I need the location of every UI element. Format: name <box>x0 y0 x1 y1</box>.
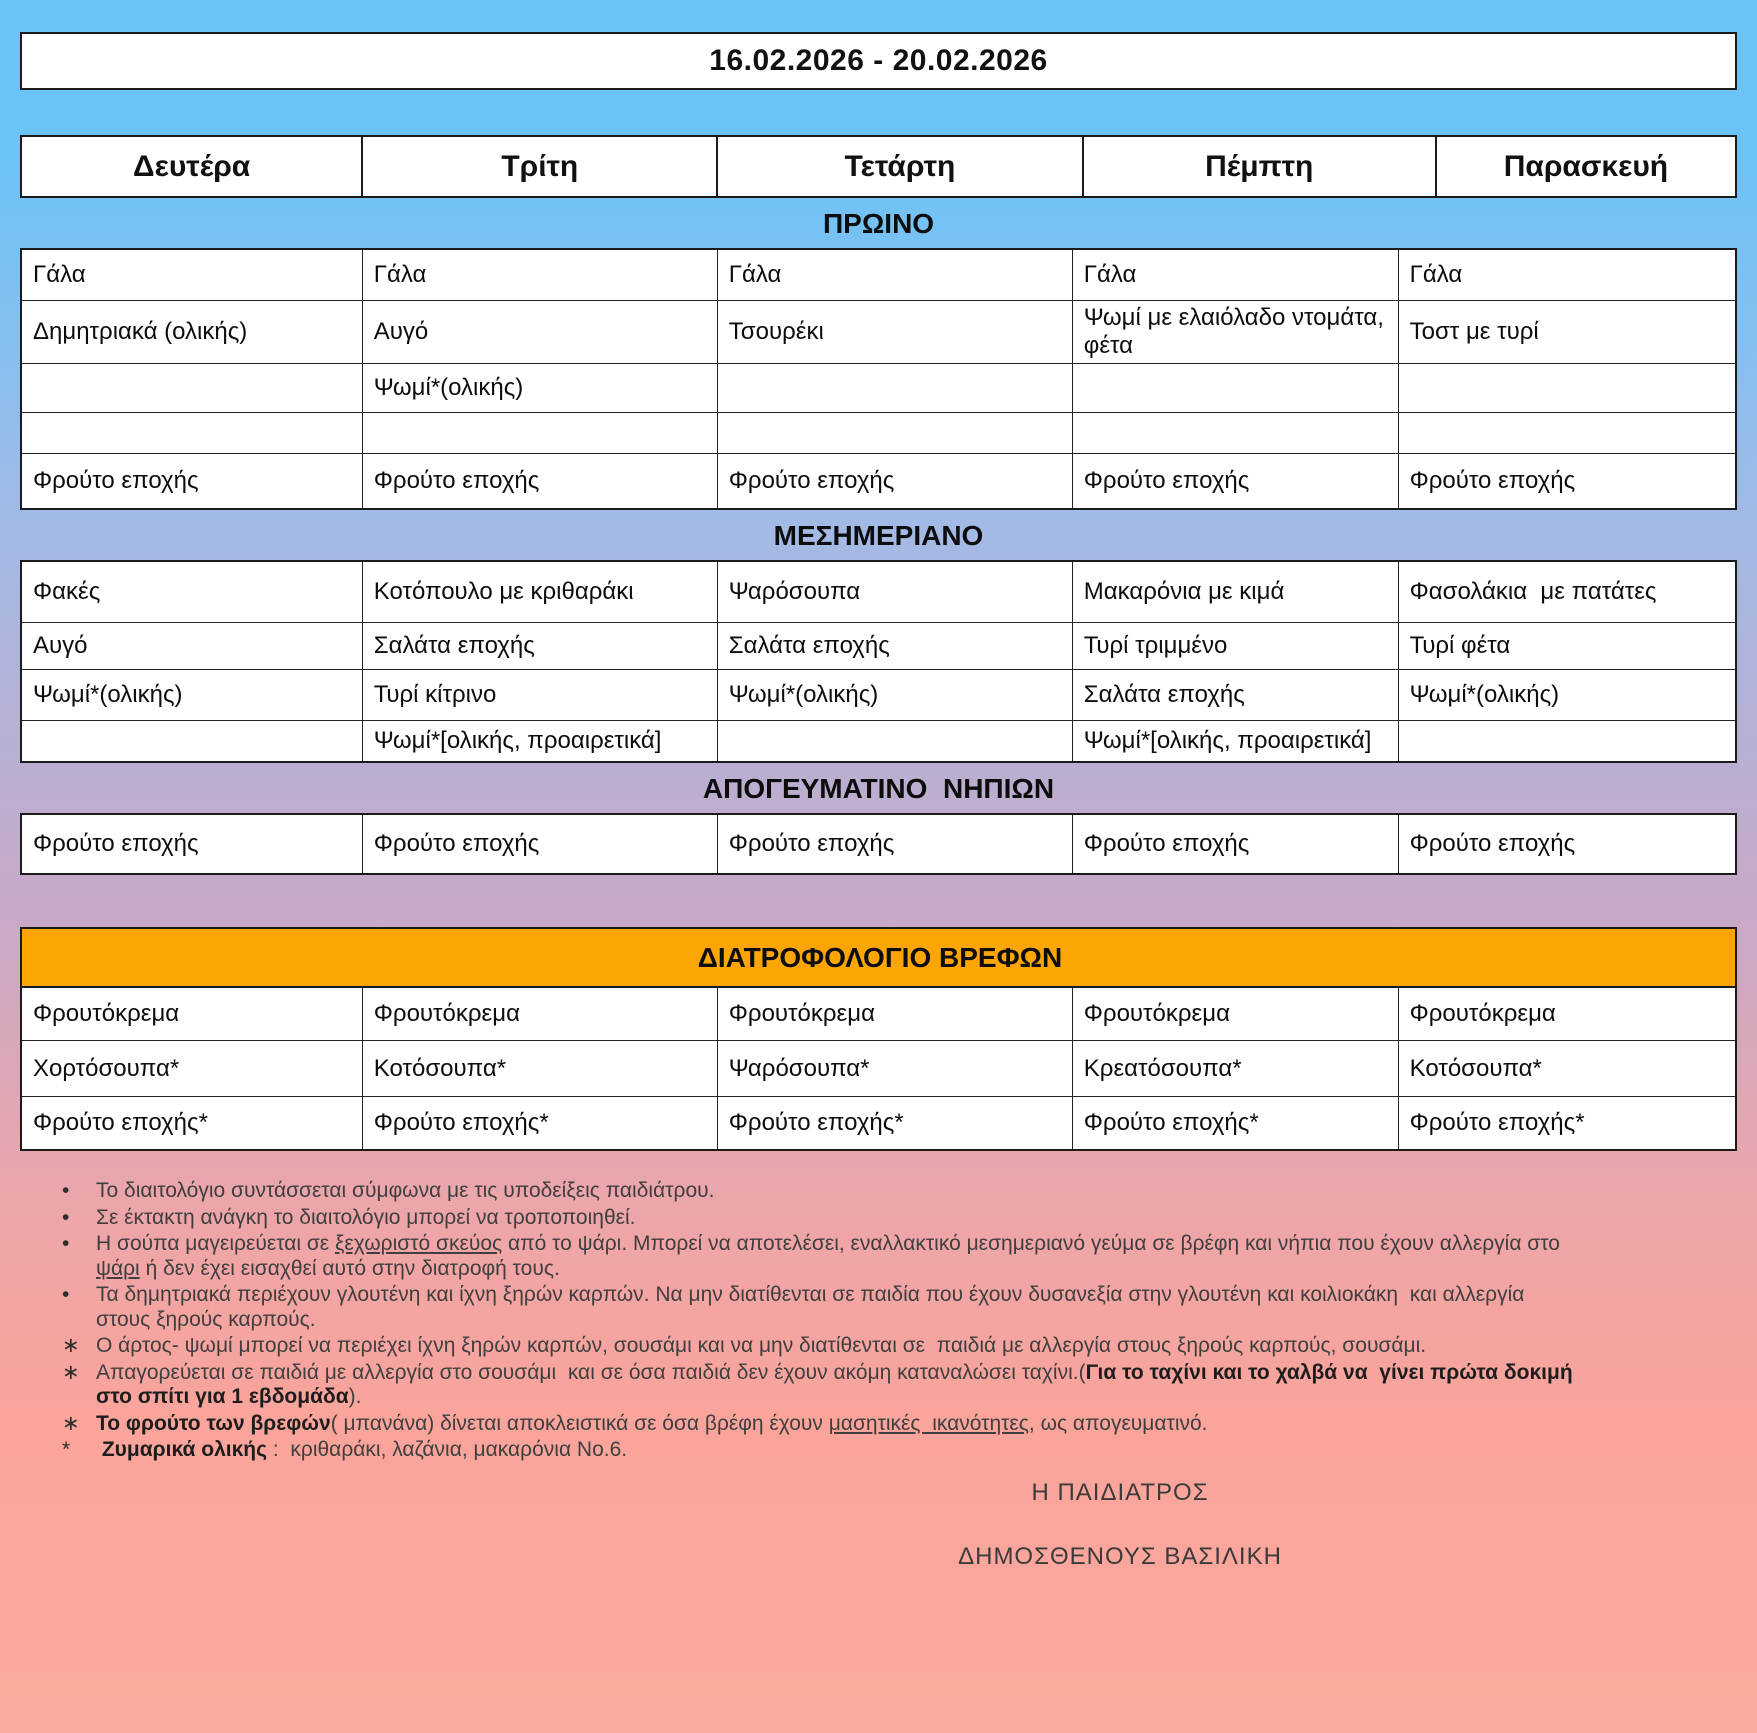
signature-role: Η ΠΑΙΔΙΑΤΡΟΣ <box>1031 1478 1209 1506</box>
menu-cell <box>21 413 362 454</box>
menu-cell: Φρουτόκρεμα <box>1398 987 1736 1041</box>
menu-cell <box>21 364 362 413</box>
menu-cell: Κοτόσουπα* <box>1398 1041 1736 1097</box>
menu-table-lunch <box>20 560 1737 763</box>
menu-cell <box>1398 721 1736 763</box>
menu-cell: Αυγό <box>362 301 717 364</box>
footnote-text: Τα δημητριακά περιέχουν γλουτένη και ίχνη ξηρών καρπών. Να μην διατίθενται σε παιδία που έχουν δυσανεξία στην γλουτένη και κοιλιοκάκη και αλλεργία στους ξηρούς καρπούς. <box>96 1283 1531 1331</box>
menu-cell: Γάλα <box>21 249 362 301</box>
menu-row <box>21 561 1736 623</box>
menu-cell: Φρούτο εποχής* <box>717 1097 1072 1151</box>
menu-cell: Κρεατόσουπα* <box>1072 1041 1398 1097</box>
footnote-item <box>62 1179 1582 1204</box>
footnote-item <box>62 1283 1582 1332</box>
menu-cell: Σαλάτα εποχής <box>362 623 717 670</box>
menu-row <box>21 721 1736 763</box>
footnote-item <box>62 1438 1582 1463</box>
menu-cell: Τοστ με τυρί <box>1398 301 1736 364</box>
footnote-text: Το διαιτολόγιο συντάσσεται σύμφωνα με τις υποδείξεις παιδιάτρου. <box>96 1179 715 1202</box>
infant-header-row <box>21 928 1736 987</box>
menu-cell <box>1398 413 1736 454</box>
meal-sections <box>20 204 1737 875</box>
menu-cell: Ψαρόσουπα <box>717 561 1072 623</box>
menu-cell: Φρούτο εποχής <box>1072 454 1398 510</box>
menu-cell: Ψωμί*(ολικής) <box>362 364 717 413</box>
menu-cell: Ψωμί*[ολικής, προαιρετικά] <box>1072 721 1398 763</box>
menu-cell: Τυρί τριμμένο <box>1072 623 1398 670</box>
menu-cell: Κοτόπουλο με κριθαράκι <box>362 561 717 623</box>
menu-cell: Φρούτο εποχής* <box>21 1097 362 1151</box>
footnotes-list <box>20 1179 1582 1463</box>
menu-cell: Φακές <box>21 561 362 623</box>
menu-cell: Γάλα <box>362 249 717 301</box>
menu-cell <box>21 721 362 763</box>
menu-row <box>21 454 1736 510</box>
menu-row <box>21 1097 1736 1151</box>
footnote-text: Η σούπα μαγειρεύεται σε ξεχωριστό σκεύος από το ψάρι. Μπορεί να αποτελέσει, εναλλακτικό μεσημεριανό γεύμα σε βρέφη και νήπια που έχουν αλλεργία στο ψάρι ή δεν έχει εισαχθεί αυτό στην διατροφή τους. <box>96 1232 1566 1280</box>
menu-cell <box>362 413 717 454</box>
infant-section-title: ΔΙΑΤΡΟΦΟΛΟΓΙΟ ΒΡΕΦΩΝ <box>21 928 1736 987</box>
menu-cell: Φρούτο εποχής <box>362 454 717 510</box>
days-header-table <box>20 135 1737 198</box>
menu-cell: Φρούτο εποχής <box>1072 814 1398 874</box>
infant-menu-table <box>20 927 1737 1151</box>
menu-table-afternoon <box>20 813 1737 875</box>
days-header-row <box>21 136 1736 197</box>
menu-cell: Φρούτο εποχής <box>1398 814 1736 874</box>
menu-cell: Ψαρόσουπα* <box>717 1041 1072 1097</box>
menu-cell: Φρούτο εποχής <box>717 814 1072 874</box>
footnote-item <box>62 1206 1582 1231</box>
footnote-marker: • <box>62 1232 70 1255</box>
signature-block <box>890 1479 1350 1571</box>
menu-cell <box>1398 364 1736 413</box>
section-title-lunch: ΜΕΣΗΜΕΡΙΑΝΟ <box>773 520 984 551</box>
footnote-item <box>62 1412 1582 1437</box>
day-header-cell: Τρίτη <box>362 136 717 197</box>
menu-cell: Κοτόσουπα* <box>362 1041 717 1097</box>
menu-row <box>21 413 1736 454</box>
footnote-text: Σε έκτακτη ανάγκη το διαιτολόγιο μπορεί να τροποποιηθεί. <box>96 1205 636 1229</box>
footnote-text: Ο άρτος- ψωμί μπορεί να περιέχει ίχνη ξηρών καρπών, σουσάμι και να μην διατίθενται σε παιδιά με αλλεργία στους ξηρούς καρπούς, σουσάμι. <box>96 1334 1427 1357</box>
menu-cell: Φρουτόκρεμα <box>717 987 1072 1041</box>
menu-cell: Τυρί κίτρινο <box>362 670 717 721</box>
menu-cell: Φρουτόκρεμα <box>21 987 362 1041</box>
menu-row <box>21 670 1736 721</box>
menu-cell: Φασολάκια με πατάτες <box>1398 561 1736 623</box>
menu-cell: Φρούτο εποχής <box>21 814 362 874</box>
footnote-marker: ∗ <box>62 1360 80 1384</box>
menu-row <box>21 623 1736 670</box>
footnote-text: Το φρούτο των βρεφών( μπανάνα) δίνεται αποκλειστικά σε όσα βρέφη έχουν μασητικές ικανότητες, ως απογευματινό. <box>96 1411 1208 1435</box>
menu-cell: Ψωμί*[ολικής, προαιρετικά] <box>362 721 717 763</box>
menu-cell <box>717 413 1072 454</box>
footnote-item <box>62 1334 1582 1359</box>
date-range-text: 16.02.2026 - 20.02.2026 <box>709 44 1048 77</box>
menu-page <box>0 32 1757 1571</box>
menu-cell: Σαλάτα εποχής <box>717 623 1072 670</box>
menu-row <box>21 364 1736 413</box>
menu-cell: Ψωμί με ελαιόλαδο ντομάτα, φέτα <box>1072 301 1398 364</box>
menu-row <box>21 814 1736 874</box>
menu-cell: Φρούτο εποχής* <box>1398 1097 1736 1151</box>
footnote-item <box>62 1232 1582 1281</box>
menu-cell: Φρούτο εποχής* <box>1072 1097 1398 1151</box>
section-title-afternoon: ΑΠΟΓΕΥΜΑΤΙΝΟ ΝΗΠΙΩΝ <box>702 773 1055 804</box>
footnote-marker: • <box>62 1179 70 1202</box>
menu-cell <box>717 364 1072 413</box>
date-range-box <box>20 32 1737 90</box>
section-title-breakfast: ΠΡΩΙΝΟ <box>822 208 935 239</box>
menu-cell: Φρούτο εποχής <box>1398 454 1736 510</box>
menu-cell: Φρουτόκρεμα <box>1072 987 1398 1041</box>
menu-cell: Φρούτο εποχής <box>362 814 717 874</box>
day-header-cell: Δευτέρα <box>21 136 362 197</box>
menu-cell: Χορτόσουπα* <box>21 1041 362 1097</box>
menu-cell: Φρουτόκρεμα <box>362 987 717 1041</box>
menu-row <box>21 1041 1736 1097</box>
menu-cell: Γάλα <box>717 249 1072 301</box>
footnote-text: Ζυμαρικά ολικής : κριθαράκι, λαζάνια, μακαρόνια Νο.6. <box>96 1438 628 1461</box>
menu-cell: Δημητριακά (ολικής) <box>21 301 362 364</box>
menu-cell: Αυγό <box>21 623 362 670</box>
footnote-marker: ∗ <box>62 1334 80 1357</box>
menu-cell: Ψωμί*(ολικής) <box>1398 670 1736 721</box>
footnote-marker: • <box>62 1283 70 1306</box>
menu-cell: Μακαρόνια με κιμά <box>1072 561 1398 623</box>
footnote-item <box>62 1361 1582 1410</box>
menu-cell: Σαλάτα εποχής <box>1072 670 1398 721</box>
menu-row <box>21 249 1736 301</box>
menu-row <box>21 987 1736 1041</box>
day-header-cell: Παρασκευή <box>1436 136 1736 197</box>
menu-cell: Γάλα <box>1072 249 1398 301</box>
menu-cell <box>1072 364 1398 413</box>
menu-row <box>21 301 1736 364</box>
day-header-cell: Τετάρτη <box>717 136 1082 197</box>
menu-cell: Τσουρέκι <box>717 301 1072 364</box>
menu-cell: Ψωμί*(ολικής) <box>21 670 362 721</box>
menu-table-breakfast <box>20 248 1737 510</box>
menu-cell: Ψωμί*(ολικής) <box>717 670 1072 721</box>
menu-cell: Γάλα <box>1398 249 1736 301</box>
footnote-text: Απαγορεύεται σε παιδιά με αλλεργία στο σουσάμι και σε όσα παιδιά δεν έχουν ακόμη καταναλώσει ταχίνι.(Για το ταχίνι και το χαλβά να γίνει πρώτα δοκιμή στο σπίτι για 1 εβδομάδα). <box>96 1360 1579 1408</box>
menu-cell: Φρούτο εποχής* <box>362 1097 717 1151</box>
footnote-marker: ∗ <box>62 1411 80 1435</box>
footnote-marker: • <box>62 1205 70 1229</box>
day-header-cell: Πέμπτη <box>1083 136 1436 197</box>
menu-cell: Φρούτο εποχής <box>717 454 1072 510</box>
menu-cell <box>717 721 1072 763</box>
menu-cell: Τυρί φέτα <box>1398 623 1736 670</box>
signature-name: ΔΗΜΟΣΘΕΝΟΥΣ ΒΑΣΙΛΙΚΗ <box>958 1542 1282 1570</box>
menu-cell <box>1072 413 1398 454</box>
menu-cell: Φρούτο εποχής <box>21 454 362 510</box>
footnote-marker: * <box>62 1438 71 1461</box>
